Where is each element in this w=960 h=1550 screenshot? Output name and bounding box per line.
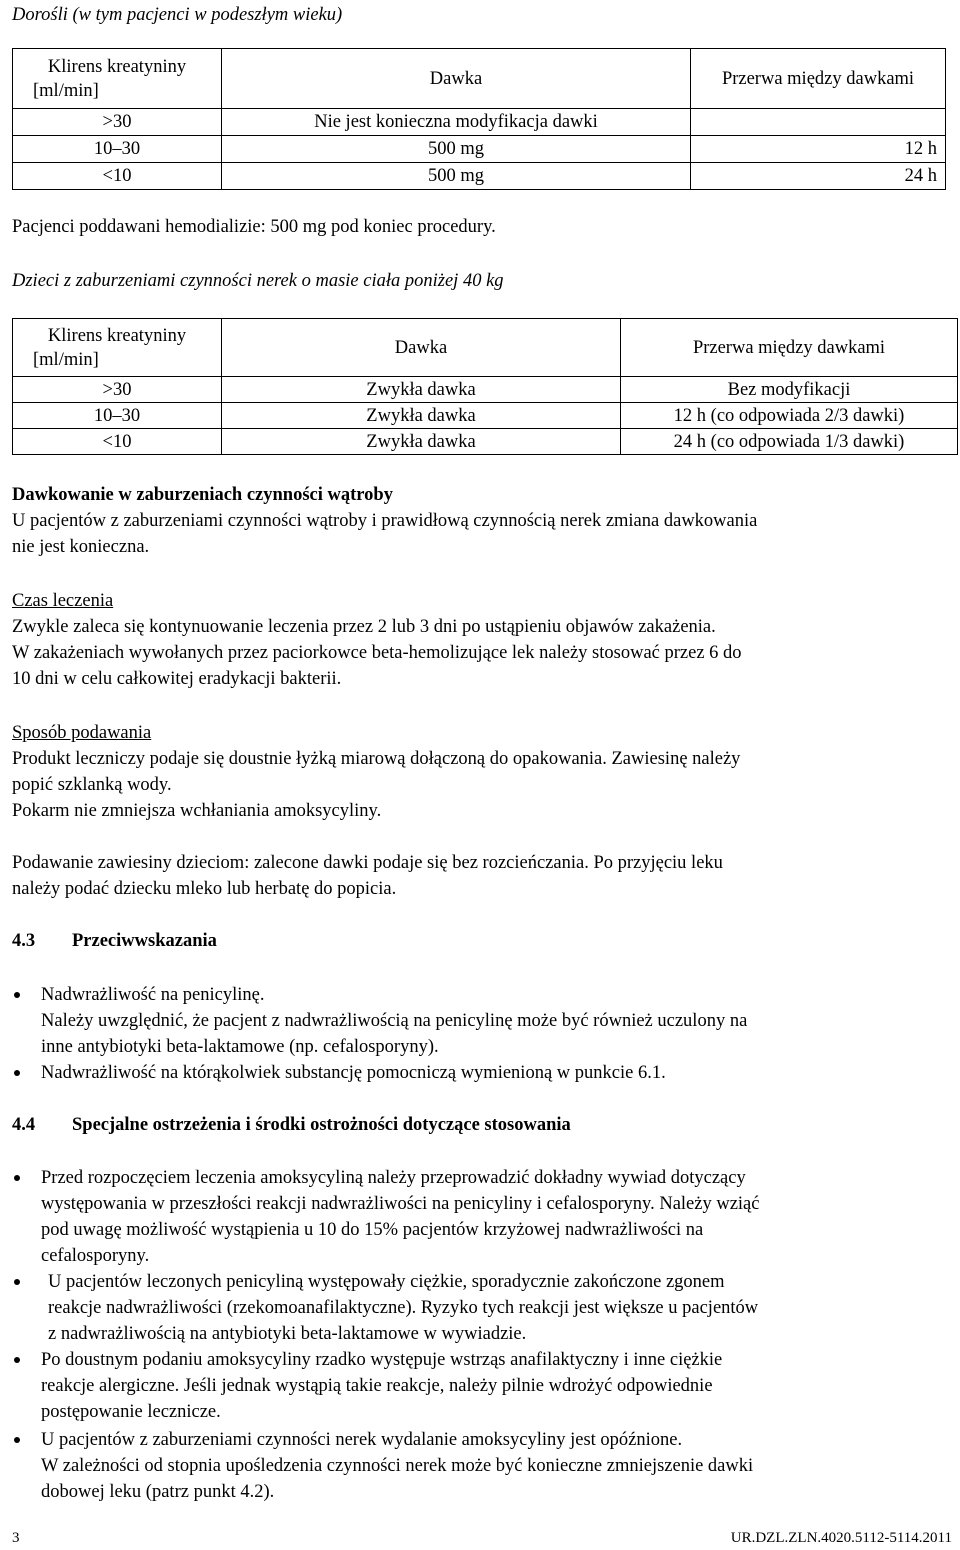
section-number: 4.4 <box>12 1115 36 1135</box>
bullet-line: postępowanie lecznicze. <box>41 1402 221 1422</box>
cell-clearance: <10 <box>13 163 222 190</box>
header-clearance-line1: Klirens kreatyniny <box>47 56 187 77</box>
cell-interval: Bez modyfikacji <box>621 377 958 403</box>
cell-dose: 500 mg <box>222 136 691 163</box>
bullet-line: występowania w przeszłości reakcji nadwrażliwości na penicyliny i cefalosporyny. Należy wziąć <box>41 1194 760 1214</box>
liver-line: U pacjentów z zaburzeniami czynności wątroby i prawidłową czynnością nerek zmiana dawkowania <box>12 511 758 531</box>
bullet-line: inne antybiotyki beta-laktamowe (np. cefalosporyny). <box>41 1037 439 1057</box>
cell-dose: Zwykła dawka <box>222 429 621 455</box>
header-clearance <box>13 49 222 109</box>
bullet-icon <box>14 992 20 998</box>
cell-dose: Zwykła dawka <box>222 403 621 429</box>
administration-heading: Sposób podawania <box>12 723 152 743</box>
bullet-line: W zależności od stopnia upośledzenia czynności nerek może być konieczne zmniejszenie dawki <box>41 1456 754 1476</box>
cell-clearance: <10 <box>13 429 222 455</box>
page-number: 3 <box>12 1530 20 1546</box>
bullet-icon <box>14 1279 20 1285</box>
bullet-line: Nadwrażliwość na którąkolwiek substancję pomocniczą wymienioną w punkcie 6.1. <box>41 1063 666 1083</box>
cell-clearance: >30 <box>13 377 222 403</box>
bullet-line: U pacjentów leczonych penicyliną występowały ciężkie, sporadycznie zakończone zgonem <box>48 1272 725 1292</box>
children-heading: Dzieci z zaburzeniami czynności nerek o masie ciała poniżej 40 kg <box>12 271 504 291</box>
cell-interval: 24 h <box>691 163 946 190</box>
header-interval: Przerwa między dawkami <box>691 49 946 109</box>
cell-interval <box>691 109 946 136</box>
bullet-line: U pacjentów z zaburzeniami czynności nerek wydalanie amoksycyliny jest opóźnione. <box>41 1430 683 1450</box>
header-clearance-line1: Klirens kreatyniny <box>47 325 187 346</box>
table-header-row <box>13 49 946 109</box>
administration-line: Produkt leczniczy podaje się doustnie łyżką miarową dołączoną do opakowania. Zawiesinę należy <box>12 749 741 769</box>
bullet-line: Nadwrażliwość na penicylinę. <box>41 985 265 1005</box>
adults-heading: Dorośli (w tym pacjenci w podeszłym wieku) <box>12 5 343 25</box>
bullet-line: dobowej leku (patrz punkt 4.2). <box>41 1482 275 1502</box>
bullet-icon <box>14 1070 20 1076</box>
header-clearance-line2: [ml/min] <box>33 349 99 370</box>
bullet-icon <box>14 1357 20 1363</box>
cell-dose: 500 mg <box>222 163 691 190</box>
table-row <box>13 403 958 429</box>
adults-dosage-table <box>12 48 946 190</box>
table-row <box>13 429 958 455</box>
bullet-line: cefalosporyny. <box>41 1246 150 1266</box>
cell-dose: Nie jest konieczna modyfikacja dawki <box>222 109 691 136</box>
administration-line: Podawanie zawiesiny dzieciom: zalecone dawki podaje się bez rozcieńczania. Po przyjęciu leku <box>12 853 723 873</box>
header-clearance-line2: [ml/min] <box>33 80 99 101</box>
document-code: UR.DZL.ZLN.4020.5112-5114.2011 <box>730 1530 952 1546</box>
duration-heading: Czas leczenia <box>12 591 114 611</box>
header-dose: Dawka <box>222 319 621 377</box>
children-dosage-table <box>12 318 958 455</box>
bullet-icon <box>14 1437 20 1443</box>
bullet-line: z nadwrażliwością na antybiotyki beta-laktamowe w wywiadzie. <box>48 1324 527 1344</box>
administration-line: popić szklanką wody. <box>12 775 172 795</box>
bullet-line: reakcje alergiczne. Jeśli jednak wystąpią takie reakcje, należy pilnie wdrożyć odpowiednie <box>41 1376 713 1396</box>
duration-line: 10 dni w celu całkowitej eradykacji bakterii. <box>12 669 342 689</box>
section-title: Specjalne ostrzeżenia i środki ostrożności dotyczące stosowania <box>72 1115 571 1135</box>
bullet-line: pod uwagę możliwość wystąpienia u 10 do 15% pacjentów krzyżowej nadwrażliwości na <box>41 1220 704 1240</box>
cell-clearance: >30 <box>13 109 222 136</box>
cell-interval: 12 h <box>691 136 946 163</box>
administration-line: Pokarm nie zmniejsza wchłaniania amoksycyliny. <box>12 801 382 821</box>
cell-interval: 24 h (co odpowiada 1/3 dawki) <box>621 429 958 455</box>
header-dose: Dawka <box>222 49 691 109</box>
administration-line: należy podać dziecku mleko lub herbatę do popicia. <box>12 879 397 899</box>
header-interval: Przerwa między dawkami <box>621 319 958 377</box>
cell-interval: 12 h (co odpowiada 2/3 dawki) <box>621 403 958 429</box>
duration-line: Zwykle zaleca się kontynuowanie leczenia przez 2 lub 3 dni po ustąpieniu objawów zakażenia. <box>12 617 716 637</box>
section-title: Przeciwwskazania <box>72 931 217 951</box>
bullet-line: Przed rozpoczęciem leczenia amoksycyliną należy przeprowadzić dokładny wywiad dotyczący <box>41 1168 746 1188</box>
table-row <box>13 163 946 190</box>
liver-line: nie jest konieczna. <box>12 537 150 557</box>
cell-dose: Zwykła dawka <box>222 377 621 403</box>
liver-heading: Dawkowanie w zaburzeniach czynności wątroby <box>12 485 393 505</box>
bullet-line: reakcje nadwrażliwości (rzekomoanafilaktyczne). Ryzyko tych reakcji jest większe u pacjentów <box>48 1298 759 1318</box>
cell-clearance: 10–30 <box>13 136 222 163</box>
table-row <box>13 109 946 136</box>
header-clearance <box>13 319 222 377</box>
bullet-line: Po doustnym podaniu amoksycyliny rzadko występuje wstrząs anafilaktyczny i inne ciężkie <box>41 1350 723 1370</box>
duration-line: W zakażeniach wywołanych przez paciorkowce beta-hemolizujące lek należy stosować przez 6 do <box>12 643 742 663</box>
table-row <box>13 136 946 163</box>
bullet-line: Należy uwzględnić, że pacjent z nadwrażliwością na penicylinę może być również uczulony na <box>41 1011 748 1031</box>
table-row <box>13 377 958 403</box>
table-header-row <box>13 319 958 377</box>
section-number: 4.3 <box>12 931 36 951</box>
cell-clearance: 10–30 <box>13 403 222 429</box>
bullet-icon <box>14 1175 20 1181</box>
hemodialysis-note: Pacjenci poddawani hemodializie: 500 mg pod koniec procedury. <box>12 217 496 237</box>
